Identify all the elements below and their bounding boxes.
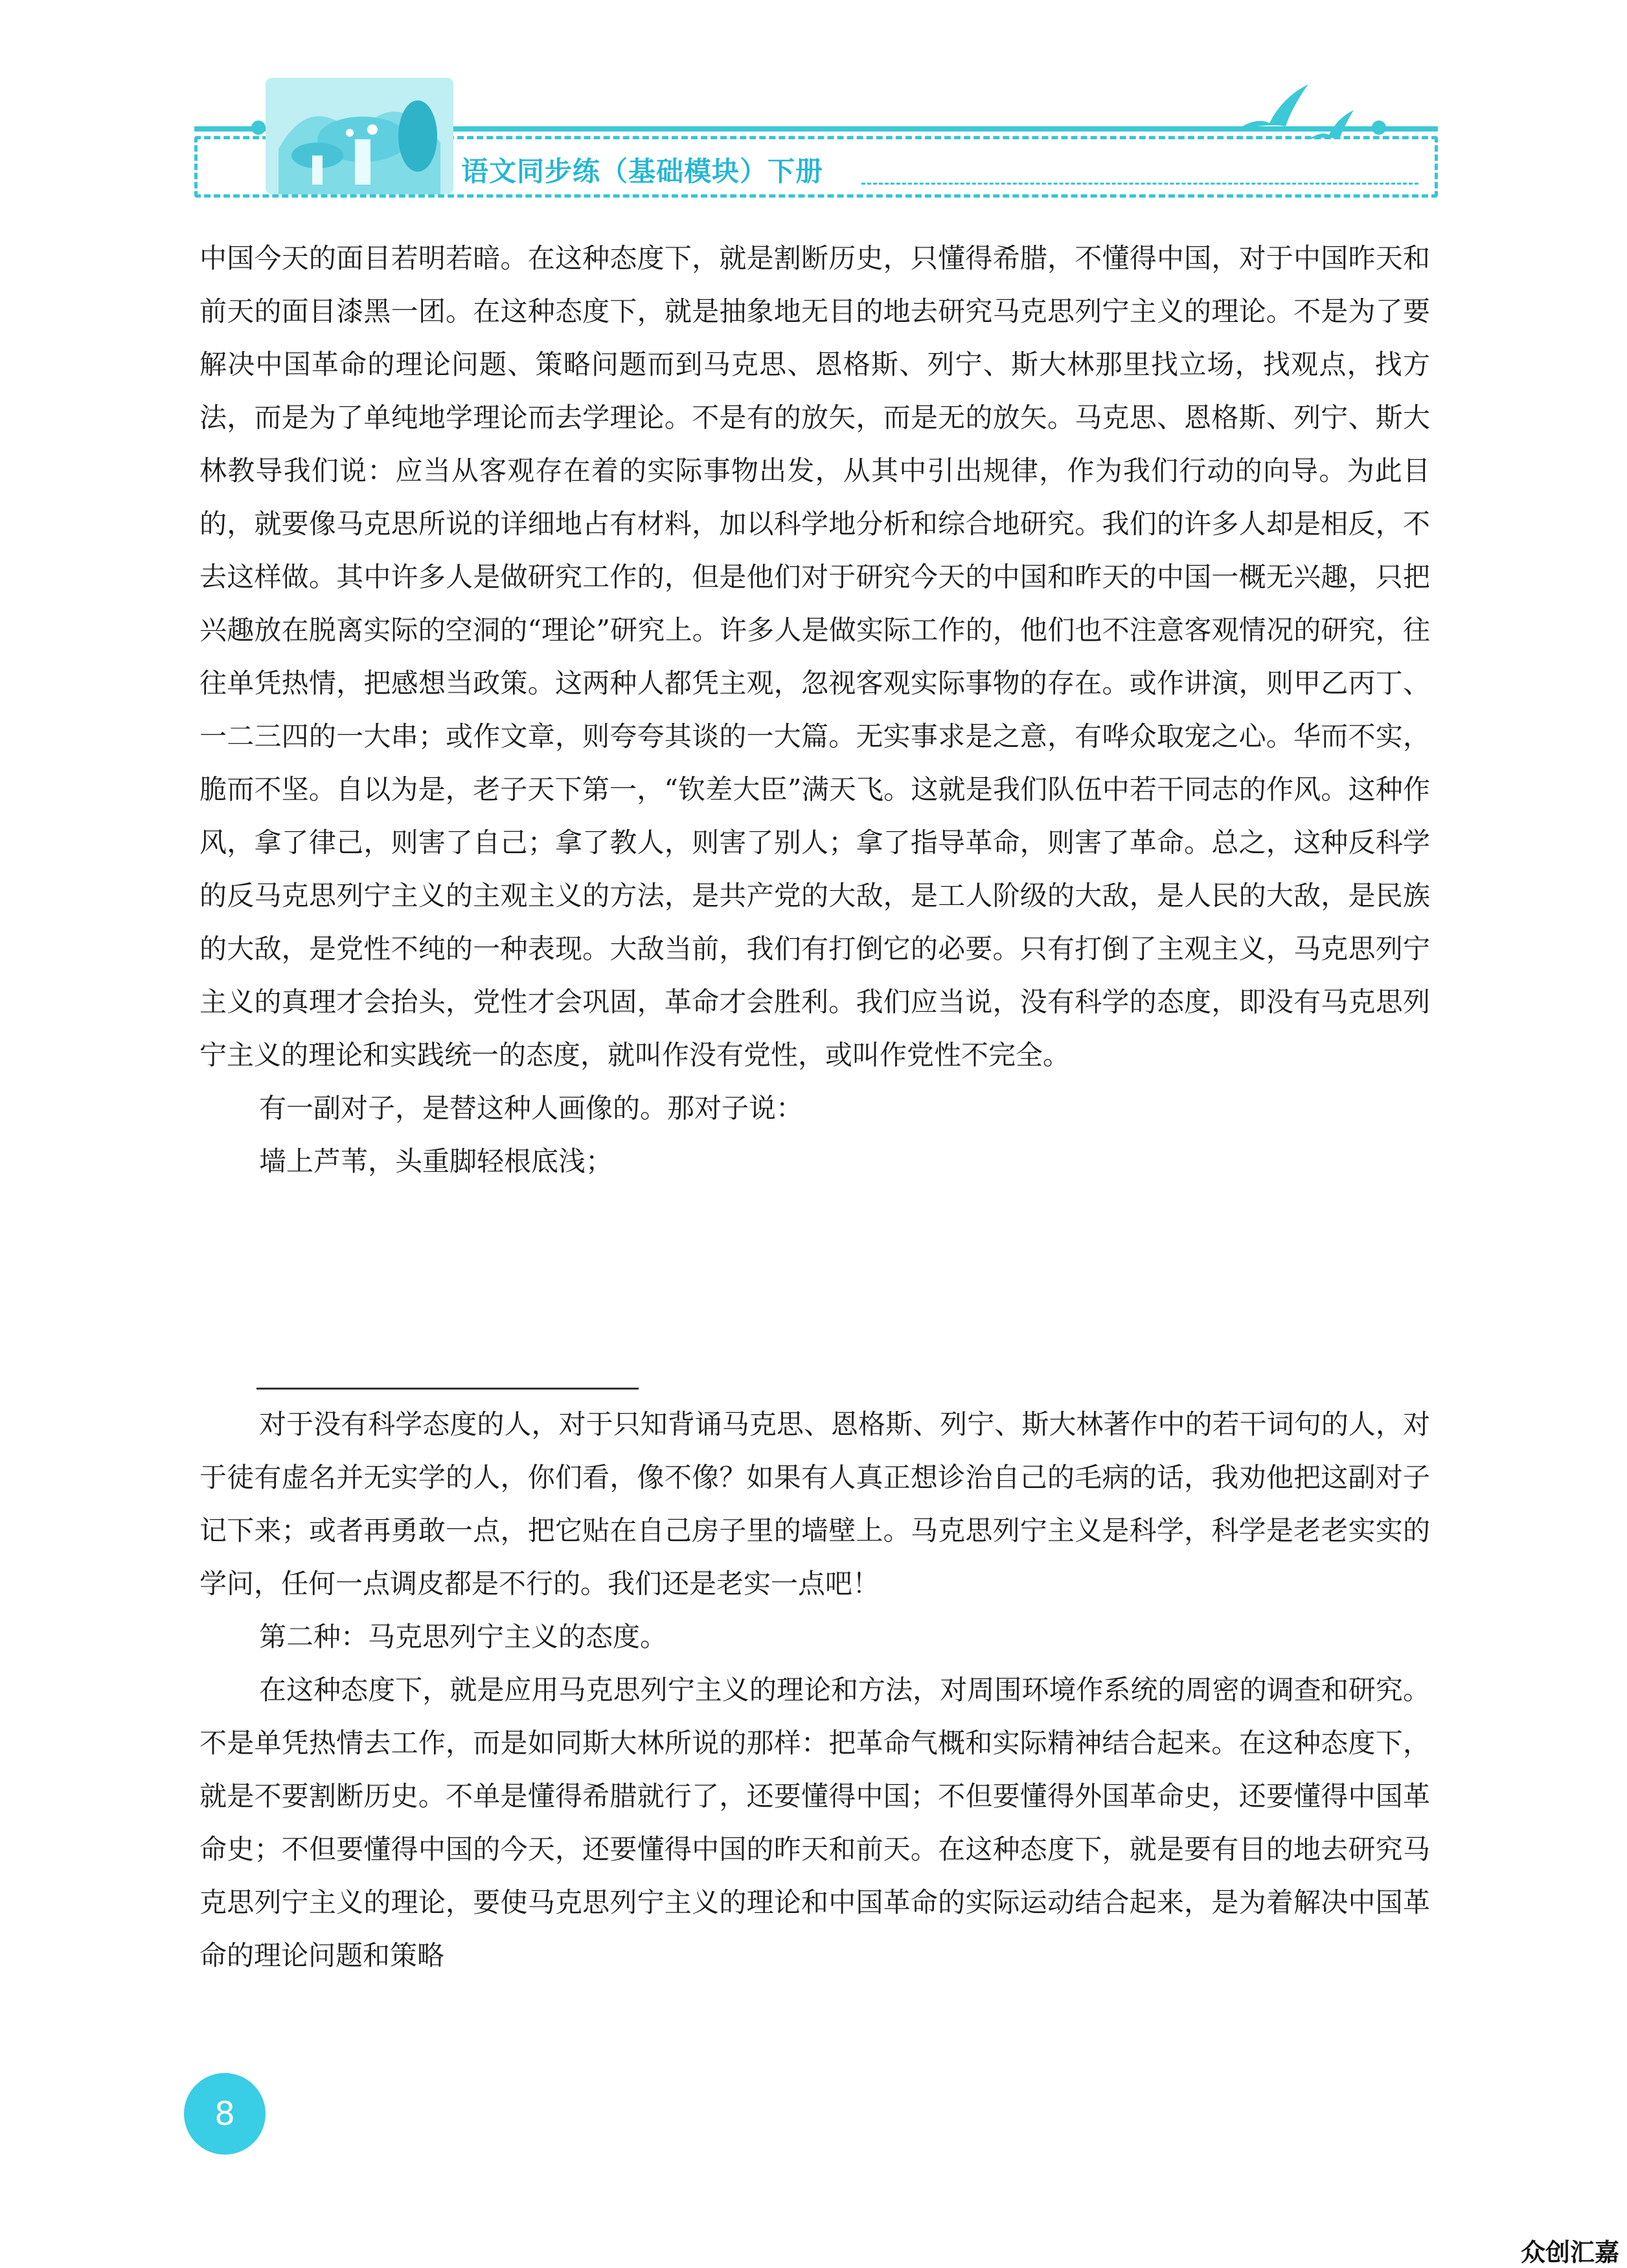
- body-text-bottom: [199, 1398, 1430, 1982]
- paragraph: 对于没有科学态度的人，对于只知背诵马克思、恩格斯、列宁、斯大林著作中的若干词句的人，对于徒有虚名并无实学的人，你们看，像不像？如果有人真正想诊治自己的毛病的话，我劝他把这副对子记下来；或者再勇敢一点，把它贴在自己房子里的墙壁上。马克思列宁主义是科学，科学是老老实实的学问，任何一点调皮都是不行的。我们还是老实一点吧！: [199, 1408, 1430, 1599]
- paragraph: 中国今天的面目若明若暗。在这种态度下，就是割断历史，只懂得希腊，不懂得中国，对于中国昨天和前天的面目漆黑一团。在这种态度下，就是抽象地无目的地去研究马克思列宁主义的理论。不是为了要解决中国革命的理论问题、策略问题而到马克思、恩格斯、列宁、斯大林那里找立场，找观点，找方法，而是为了单纯地学理论而去学理论。不是有的放矢，而是无的放矢。马克思、恩格斯、列宁、斯大林教导我们说：应当从客观存在着的实际事物出发，从其中引出规律，作为我们行动的向导。为此目的，就要像马克思所说的详细地占有材料，加以科学地分析和综合地研究。我们的许多人却是相反，不去这样做。其中许多人是做研究工作的，但是他们对于研究今天的中国和昨天的中国一概无兴趣，只把兴趣放在脱离实际的空洞的“理论”研究上。许多人是做实际工作的，他们也不注意客观情况的研究，往往单凭热情，把感想当政策。这两种人都凭主观，忽视客观实际事物的存在。或作讲演，则甲乙丙丁、一二三四的一大串；或作文章，则夸夸其谈的一大篇。无实事求是之意，有哗众取宠之心。华而不实，脆而不坚。自以为是，老子天下第一，“钦差大臣”满天飞。这就是我们队伍中若干同志的作风。这种作风，拿了律己，则害了自己；拿了教人，则害了别人；拿了指导革命，则害了革命。总之，这种反科学的反马克思列宁主义的主观主义的方法，是共产党的大敌，是工人阶级的大敌，是人民的大敌，是民族的大敌，是党性不纯的一种表现。大敌当前，我们有打倒它的必要。只有打倒了主观主义，马克思列宁主义的真理才会抬头，党性才会巩固，革命才会胜利。我们应当说，没有科学的态度，即没有马克思列宁主义的理论和实践统一的态度，就叫作没有党性，或叫作党性不完全。: [199, 242, 1430, 1071]
- couplet-line: 墙上芦苇，头重脚轻根底浅；: [259, 1145, 613, 1177]
- birds-icon: [1231, 78, 1360, 149]
- header-dot-right: [1372, 120, 1386, 135]
- paragraph: 在这种态度下，就是应用马克思列宁主义的理论和方法，对周围环境作系统的周密的调查和研究。不是单凭热情去工作，而是如同斯大林所说的那样：把革命气概和实际精神结合起来。在这种态度下，就是不要割断历史。不单是懂得希腊就行了，还要懂得中国；不但要懂得外国革命史，还要懂得中国革命史；不但要懂得中国的今天，还要懂得中国的昨天和前天。在这种态度下，就是要有目的地去研究马克思列宁主义的理论，要使马克思列宁主义的理论和中国革命的实际运动结合起来，是为着解决中国革命的理论问题和策略: [199, 1674, 1430, 1971]
- mushroom-illustration-icon: [266, 78, 453, 194]
- page-number: 8: [214, 2095, 235, 2133]
- header-dashed-rule: [861, 183, 1418, 185]
- book-title: 语文同步练（基础模块）下册: [461, 155, 824, 187]
- page-header: [0, 0, 1627, 207]
- body-text-top: [199, 232, 1430, 1188]
- header-dot-left: [251, 120, 266, 135]
- watermark-logo: 众创汇嘉: [1521, 2238, 1620, 2267]
- paragraph: 有一副对子，是替这种人画像的。那对子说：: [259, 1092, 804, 1124]
- page-number-badge: [184, 2073, 266, 2155]
- section-divider: [256, 1388, 639, 1390]
- section-heading: 第二种：马克思列宁主义的态度。: [259, 1621, 668, 1653]
